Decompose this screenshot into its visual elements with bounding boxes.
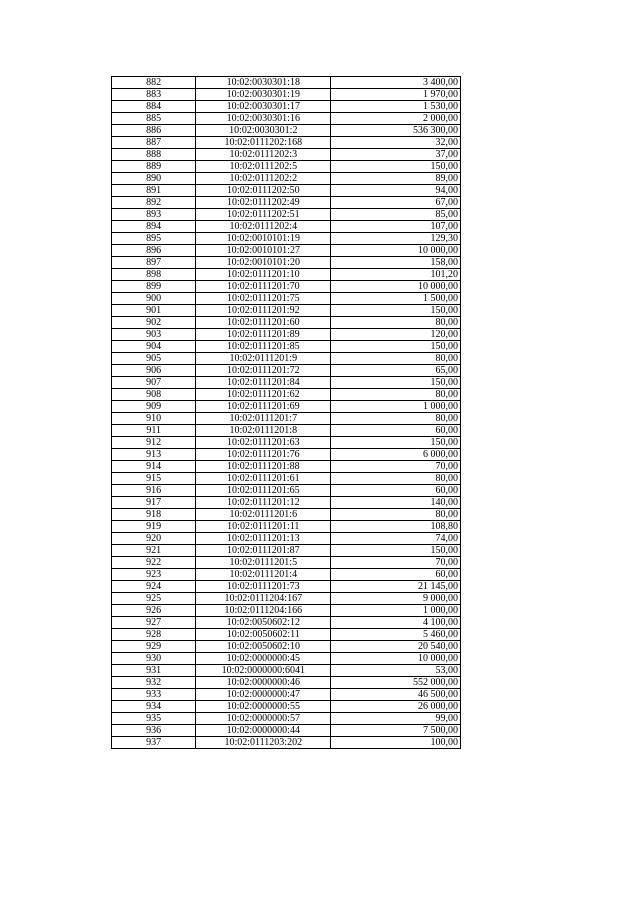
table-row bbox=[112, 557, 461, 569]
value-cell: 7 500,00 bbox=[331, 725, 461, 737]
cadastral-number-cell: 10:02:0111201:89 bbox=[196, 329, 331, 341]
value-cell: 80,00 bbox=[331, 509, 461, 521]
table-row bbox=[112, 497, 461, 509]
cadastral-number-cell: 10:02:0111201:61 bbox=[196, 473, 331, 485]
cadastral-number-cell: 10:02:0111201:70 bbox=[196, 281, 331, 293]
row-number-cell: 891 bbox=[112, 185, 196, 197]
value-cell: 2 000,00 bbox=[331, 113, 461, 125]
row-number-cell: 885 bbox=[112, 113, 196, 125]
row-number-cell: 913 bbox=[112, 449, 196, 461]
value-cell: 536 300,00 bbox=[331, 125, 461, 137]
cadastral-number-cell: 10:02:0111201:62 bbox=[196, 389, 331, 401]
cadastral-number-cell: 10:02:0111204:167 bbox=[196, 593, 331, 605]
value-cell: 60,00 bbox=[331, 485, 461, 497]
cadastral-number-cell: 10:02:0111201:63 bbox=[196, 437, 331, 449]
cadastral-number-cell: 10:02:0111201:88 bbox=[196, 461, 331, 473]
table-row bbox=[112, 221, 461, 233]
table-row bbox=[112, 293, 461, 305]
table-row bbox=[112, 737, 461, 749]
row-number-cell: 916 bbox=[112, 485, 196, 497]
table-row bbox=[112, 701, 461, 713]
cadastral-number-cell: 10:02:0111204:166 bbox=[196, 605, 331, 617]
row-number-cell: 908 bbox=[112, 389, 196, 401]
row-number-cell: 902 bbox=[112, 317, 196, 329]
value-cell: 21 145,00 bbox=[331, 581, 461, 593]
row-number-cell: 890 bbox=[112, 173, 196, 185]
value-cell: 10 000,00 bbox=[331, 281, 461, 293]
cadastral-number-cell: 10:02:0000000:44 bbox=[196, 725, 331, 737]
table-row bbox=[112, 305, 461, 317]
value-cell: 10 000,00 bbox=[331, 653, 461, 665]
cadastral-number-cell: 10:02:0030301:18 bbox=[196, 77, 331, 89]
table-row bbox=[112, 77, 461, 89]
table-row bbox=[112, 377, 461, 389]
table-row bbox=[112, 689, 461, 701]
table-row bbox=[112, 125, 461, 137]
value-cell: 37,00 bbox=[331, 149, 461, 161]
row-number-cell: 905 bbox=[112, 353, 196, 365]
row-number-cell: 921 bbox=[112, 545, 196, 557]
row-number-cell: 892 bbox=[112, 197, 196, 209]
table-row bbox=[112, 245, 461, 257]
cadastral-number-cell: 10:02:0111201:7 bbox=[196, 413, 331, 425]
cadastral-number-cell: 10:02:0111201:85 bbox=[196, 341, 331, 353]
cadastral-number-cell: 10:02:0111203:202 bbox=[196, 737, 331, 749]
cadastral-number-cell: 10:02:0111201:12 bbox=[196, 497, 331, 509]
table-row bbox=[112, 137, 461, 149]
value-cell: 5 460,00 bbox=[331, 629, 461, 641]
table-row bbox=[112, 485, 461, 497]
table-row bbox=[112, 605, 461, 617]
cadastral-number-cell: 10:02:0000000:6041 bbox=[196, 665, 331, 677]
cadastral-number-cell: 10:02:0111202:4 bbox=[196, 221, 331, 233]
cadastral-number-cell: 10:02:0111202:51 bbox=[196, 209, 331, 221]
value-cell: 80,00 bbox=[331, 317, 461, 329]
value-cell: 6 000,00 bbox=[331, 449, 461, 461]
table-row bbox=[112, 113, 461, 125]
value-cell: 1 000,00 bbox=[331, 401, 461, 413]
row-number-cell: 923 bbox=[112, 569, 196, 581]
row-number-cell: 920 bbox=[112, 533, 196, 545]
table-row bbox=[112, 521, 461, 533]
cadastral-number-cell: 10:02:0111202:168 bbox=[196, 137, 331, 149]
value-cell: 94,00 bbox=[331, 185, 461, 197]
value-cell: 108,80 bbox=[331, 521, 461, 533]
row-number-cell: 906 bbox=[112, 365, 196, 377]
table-row bbox=[112, 329, 461, 341]
table-row bbox=[112, 341, 461, 353]
row-number-cell: 895 bbox=[112, 233, 196, 245]
value-cell: 150,00 bbox=[331, 305, 461, 317]
row-number-cell: 901 bbox=[112, 305, 196, 317]
row-number-cell: 936 bbox=[112, 725, 196, 737]
cadastral-number-cell: 10:02:0111202:49 bbox=[196, 197, 331, 209]
row-number-cell: 907 bbox=[112, 377, 196, 389]
cadastral-number-cell: 10:02:0050602:12 bbox=[196, 617, 331, 629]
value-cell: 150,00 bbox=[331, 341, 461, 353]
table-row bbox=[112, 665, 461, 677]
cadastral-number-cell: 10:02:0111202:50 bbox=[196, 185, 331, 197]
table-row bbox=[112, 509, 461, 521]
value-cell: 1 530,00 bbox=[331, 101, 461, 113]
table-row bbox=[112, 317, 461, 329]
cadastral-number-cell: 10:02:0010101:27 bbox=[196, 245, 331, 257]
row-number-cell: 926 bbox=[112, 605, 196, 617]
table-row bbox=[112, 365, 461, 377]
value-cell: 3 400,00 bbox=[331, 77, 461, 89]
row-number-cell: 909 bbox=[112, 401, 196, 413]
row-number-cell: 919 bbox=[112, 521, 196, 533]
cadastral-number-cell: 10:02:0000000:55 bbox=[196, 701, 331, 713]
value-cell: 65,00 bbox=[331, 365, 461, 377]
value-cell: 80,00 bbox=[331, 473, 461, 485]
cadastral-number-cell: 10:02:0111201:9 bbox=[196, 353, 331, 365]
row-number-cell: 899 bbox=[112, 281, 196, 293]
table-row bbox=[112, 185, 461, 197]
value-cell: 107,00 bbox=[331, 221, 461, 233]
table-row bbox=[112, 473, 461, 485]
row-number-cell: 925 bbox=[112, 593, 196, 605]
value-cell: 80,00 bbox=[331, 353, 461, 365]
cadastral-number-cell: 10:02:0111201:75 bbox=[196, 293, 331, 305]
value-cell: 150,00 bbox=[331, 377, 461, 389]
value-cell: 100,00 bbox=[331, 737, 461, 749]
row-number-cell: 894 bbox=[112, 221, 196, 233]
table-row bbox=[112, 437, 461, 449]
value-cell: 80,00 bbox=[331, 389, 461, 401]
row-number-cell: 900 bbox=[112, 293, 196, 305]
table-row bbox=[112, 269, 461, 281]
value-cell: 1 500,00 bbox=[331, 293, 461, 305]
row-number-cell: 933 bbox=[112, 689, 196, 701]
table-row bbox=[112, 713, 461, 725]
table-row bbox=[112, 401, 461, 413]
row-number-cell: 896 bbox=[112, 245, 196, 257]
row-number-cell: 911 bbox=[112, 425, 196, 437]
value-cell: 85,00 bbox=[331, 209, 461, 221]
row-number-cell: 883 bbox=[112, 89, 196, 101]
table-row bbox=[112, 569, 461, 581]
cadastral-number-cell: 10:02:0111201:65 bbox=[196, 485, 331, 497]
row-number-cell: 924 bbox=[112, 581, 196, 593]
cadastral-number-cell: 10:02:0111201:8 bbox=[196, 425, 331, 437]
cadastral-number-cell: 10:02:0010101:19 bbox=[196, 233, 331, 245]
row-number-cell: 898 bbox=[112, 269, 196, 281]
table-row bbox=[112, 149, 461, 161]
cadastral-number-cell: 10:02:0111201:69 bbox=[196, 401, 331, 413]
table-row bbox=[112, 725, 461, 737]
table-row bbox=[112, 545, 461, 557]
table-row bbox=[112, 653, 461, 665]
table-row bbox=[112, 353, 461, 365]
cadastral-number-cell: 10:02:0111201:6 bbox=[196, 509, 331, 521]
cadastral-number-cell: 10:02:0111202:3 bbox=[196, 149, 331, 161]
value-cell: 150,00 bbox=[331, 437, 461, 449]
row-number-cell: 930 bbox=[112, 653, 196, 665]
table-row bbox=[112, 173, 461, 185]
cadastral-number-cell: 10:02:0111201:87 bbox=[196, 545, 331, 557]
row-number-cell: 882 bbox=[112, 77, 196, 89]
value-cell: 9 000,00 bbox=[331, 593, 461, 605]
table-row bbox=[112, 461, 461, 473]
row-number-cell: 932 bbox=[112, 677, 196, 689]
value-cell: 140,00 bbox=[331, 497, 461, 509]
row-number-cell: 887 bbox=[112, 137, 196, 149]
value-cell: 70,00 bbox=[331, 557, 461, 569]
value-cell: 120,00 bbox=[331, 329, 461, 341]
table-row bbox=[112, 257, 461, 269]
value-cell: 101,20 bbox=[331, 269, 461, 281]
value-cell: 26 000,00 bbox=[331, 701, 461, 713]
cadastral-number-cell: 10:02:0000000:46 bbox=[196, 677, 331, 689]
table-body bbox=[112, 77, 461, 749]
table-row bbox=[112, 161, 461, 173]
row-number-cell: 917 bbox=[112, 497, 196, 509]
cadastral-number-cell: 10:02:0111201:73 bbox=[196, 581, 331, 593]
row-number-cell: 904 bbox=[112, 341, 196, 353]
value-cell: 20 540,00 bbox=[331, 641, 461, 653]
value-cell: 80,00 bbox=[331, 413, 461, 425]
cadastral-number-cell: 10:02:0030301:19 bbox=[196, 89, 331, 101]
table-row bbox=[112, 617, 461, 629]
row-number-cell: 903 bbox=[112, 329, 196, 341]
value-cell: 552 000,00 bbox=[331, 677, 461, 689]
value-cell: 60,00 bbox=[331, 425, 461, 437]
table-row bbox=[112, 629, 461, 641]
cadastral-number-cell: 10:02:0000000:45 bbox=[196, 653, 331, 665]
cadastral-number-cell: 10:02:0111201:84 bbox=[196, 377, 331, 389]
row-number-cell: 922 bbox=[112, 557, 196, 569]
table-row bbox=[112, 533, 461, 545]
table-row bbox=[112, 389, 461, 401]
cadastral-number-cell: 10:02:0111201:60 bbox=[196, 317, 331, 329]
cadastral-number-cell: 10:02:0111201:76 bbox=[196, 449, 331, 461]
value-cell: 53,00 bbox=[331, 665, 461, 677]
row-number-cell: 927 bbox=[112, 617, 196, 629]
cadastral-number-cell: 10:02:0111201:5 bbox=[196, 557, 331, 569]
row-number-cell: 889 bbox=[112, 161, 196, 173]
cadastral-number-cell: 10:02:0111201:4 bbox=[196, 569, 331, 581]
value-cell: 60,00 bbox=[331, 569, 461, 581]
table-row bbox=[112, 413, 461, 425]
row-number-cell: 888 bbox=[112, 149, 196, 161]
value-cell: 46 500,00 bbox=[331, 689, 461, 701]
table-row bbox=[112, 209, 461, 221]
cadastral-number-cell: 10:02:0000000:57 bbox=[196, 713, 331, 725]
row-number-cell: 929 bbox=[112, 641, 196, 653]
value-cell: 74,00 bbox=[331, 533, 461, 545]
table-row bbox=[112, 89, 461, 101]
row-number-cell: 928 bbox=[112, 629, 196, 641]
row-number-cell: 914 bbox=[112, 461, 196, 473]
value-cell: 1 970,00 bbox=[331, 89, 461, 101]
row-number-cell: 935 bbox=[112, 713, 196, 725]
data-table bbox=[111, 76, 461, 749]
value-cell: 129,30 bbox=[331, 233, 461, 245]
row-number-cell: 897 bbox=[112, 257, 196, 269]
table-row bbox=[112, 233, 461, 245]
value-cell: 1 000,00 bbox=[331, 605, 461, 617]
cadastral-number-cell: 10:02:0111201:13 bbox=[196, 533, 331, 545]
table-row bbox=[112, 425, 461, 437]
cadastral-number-cell: 10:02:0111201:10 bbox=[196, 269, 331, 281]
table-row bbox=[112, 677, 461, 689]
cadastral-number-cell: 10:02:0111201:11 bbox=[196, 521, 331, 533]
cadastral-number-cell: 10:02:0111202:5 bbox=[196, 161, 331, 173]
table-row bbox=[112, 449, 461, 461]
row-number-cell: 912 bbox=[112, 437, 196, 449]
row-number-cell: 937 bbox=[112, 737, 196, 749]
value-cell: 150,00 bbox=[331, 161, 461, 173]
table-row bbox=[112, 593, 461, 605]
table-row bbox=[112, 281, 461, 293]
cadastral-number-cell: 10:02:0030301:16 bbox=[196, 113, 331, 125]
cadastral-number-cell: 10:02:0030301:2 bbox=[196, 125, 331, 137]
row-number-cell: 910 bbox=[112, 413, 196, 425]
cadastral-number-cell: 10:02:0010101:20 bbox=[196, 257, 331, 269]
value-cell: 10 000,00 bbox=[331, 245, 461, 257]
row-number-cell: 886 bbox=[112, 125, 196, 137]
cadastral-number-cell: 10:02:0111202:2 bbox=[196, 173, 331, 185]
table-row bbox=[112, 197, 461, 209]
row-number-cell: 915 bbox=[112, 473, 196, 485]
cadastral-number-cell: 10:02:0111201:72 bbox=[196, 365, 331, 377]
value-cell: 150,00 bbox=[331, 545, 461, 557]
value-cell: 89,00 bbox=[331, 173, 461, 185]
row-number-cell: 918 bbox=[112, 509, 196, 521]
value-cell: 4 100,00 bbox=[331, 617, 461, 629]
cadastral-number-cell: 10:02:0000000:47 bbox=[196, 689, 331, 701]
row-number-cell: 884 bbox=[112, 101, 196, 113]
row-number-cell: 893 bbox=[112, 209, 196, 221]
value-cell: 32,00 bbox=[331, 137, 461, 149]
value-cell: 70,00 bbox=[331, 461, 461, 473]
cadastral-number-cell: 10:02:0030301:17 bbox=[196, 101, 331, 113]
cadastral-number-cell: 10:02:0050602:10 bbox=[196, 641, 331, 653]
row-number-cell: 931 bbox=[112, 665, 196, 677]
table-row bbox=[112, 101, 461, 113]
value-cell: 99,00 bbox=[331, 713, 461, 725]
table-row bbox=[112, 641, 461, 653]
cadastral-number-cell: 10:02:0050602:11 bbox=[196, 629, 331, 641]
value-cell: 67,00 bbox=[331, 197, 461, 209]
table-row bbox=[112, 581, 461, 593]
value-cell: 158,00 bbox=[331, 257, 461, 269]
row-number-cell: 934 bbox=[112, 701, 196, 713]
cadastral-number-cell: 10:02:0111201:92 bbox=[196, 305, 331, 317]
